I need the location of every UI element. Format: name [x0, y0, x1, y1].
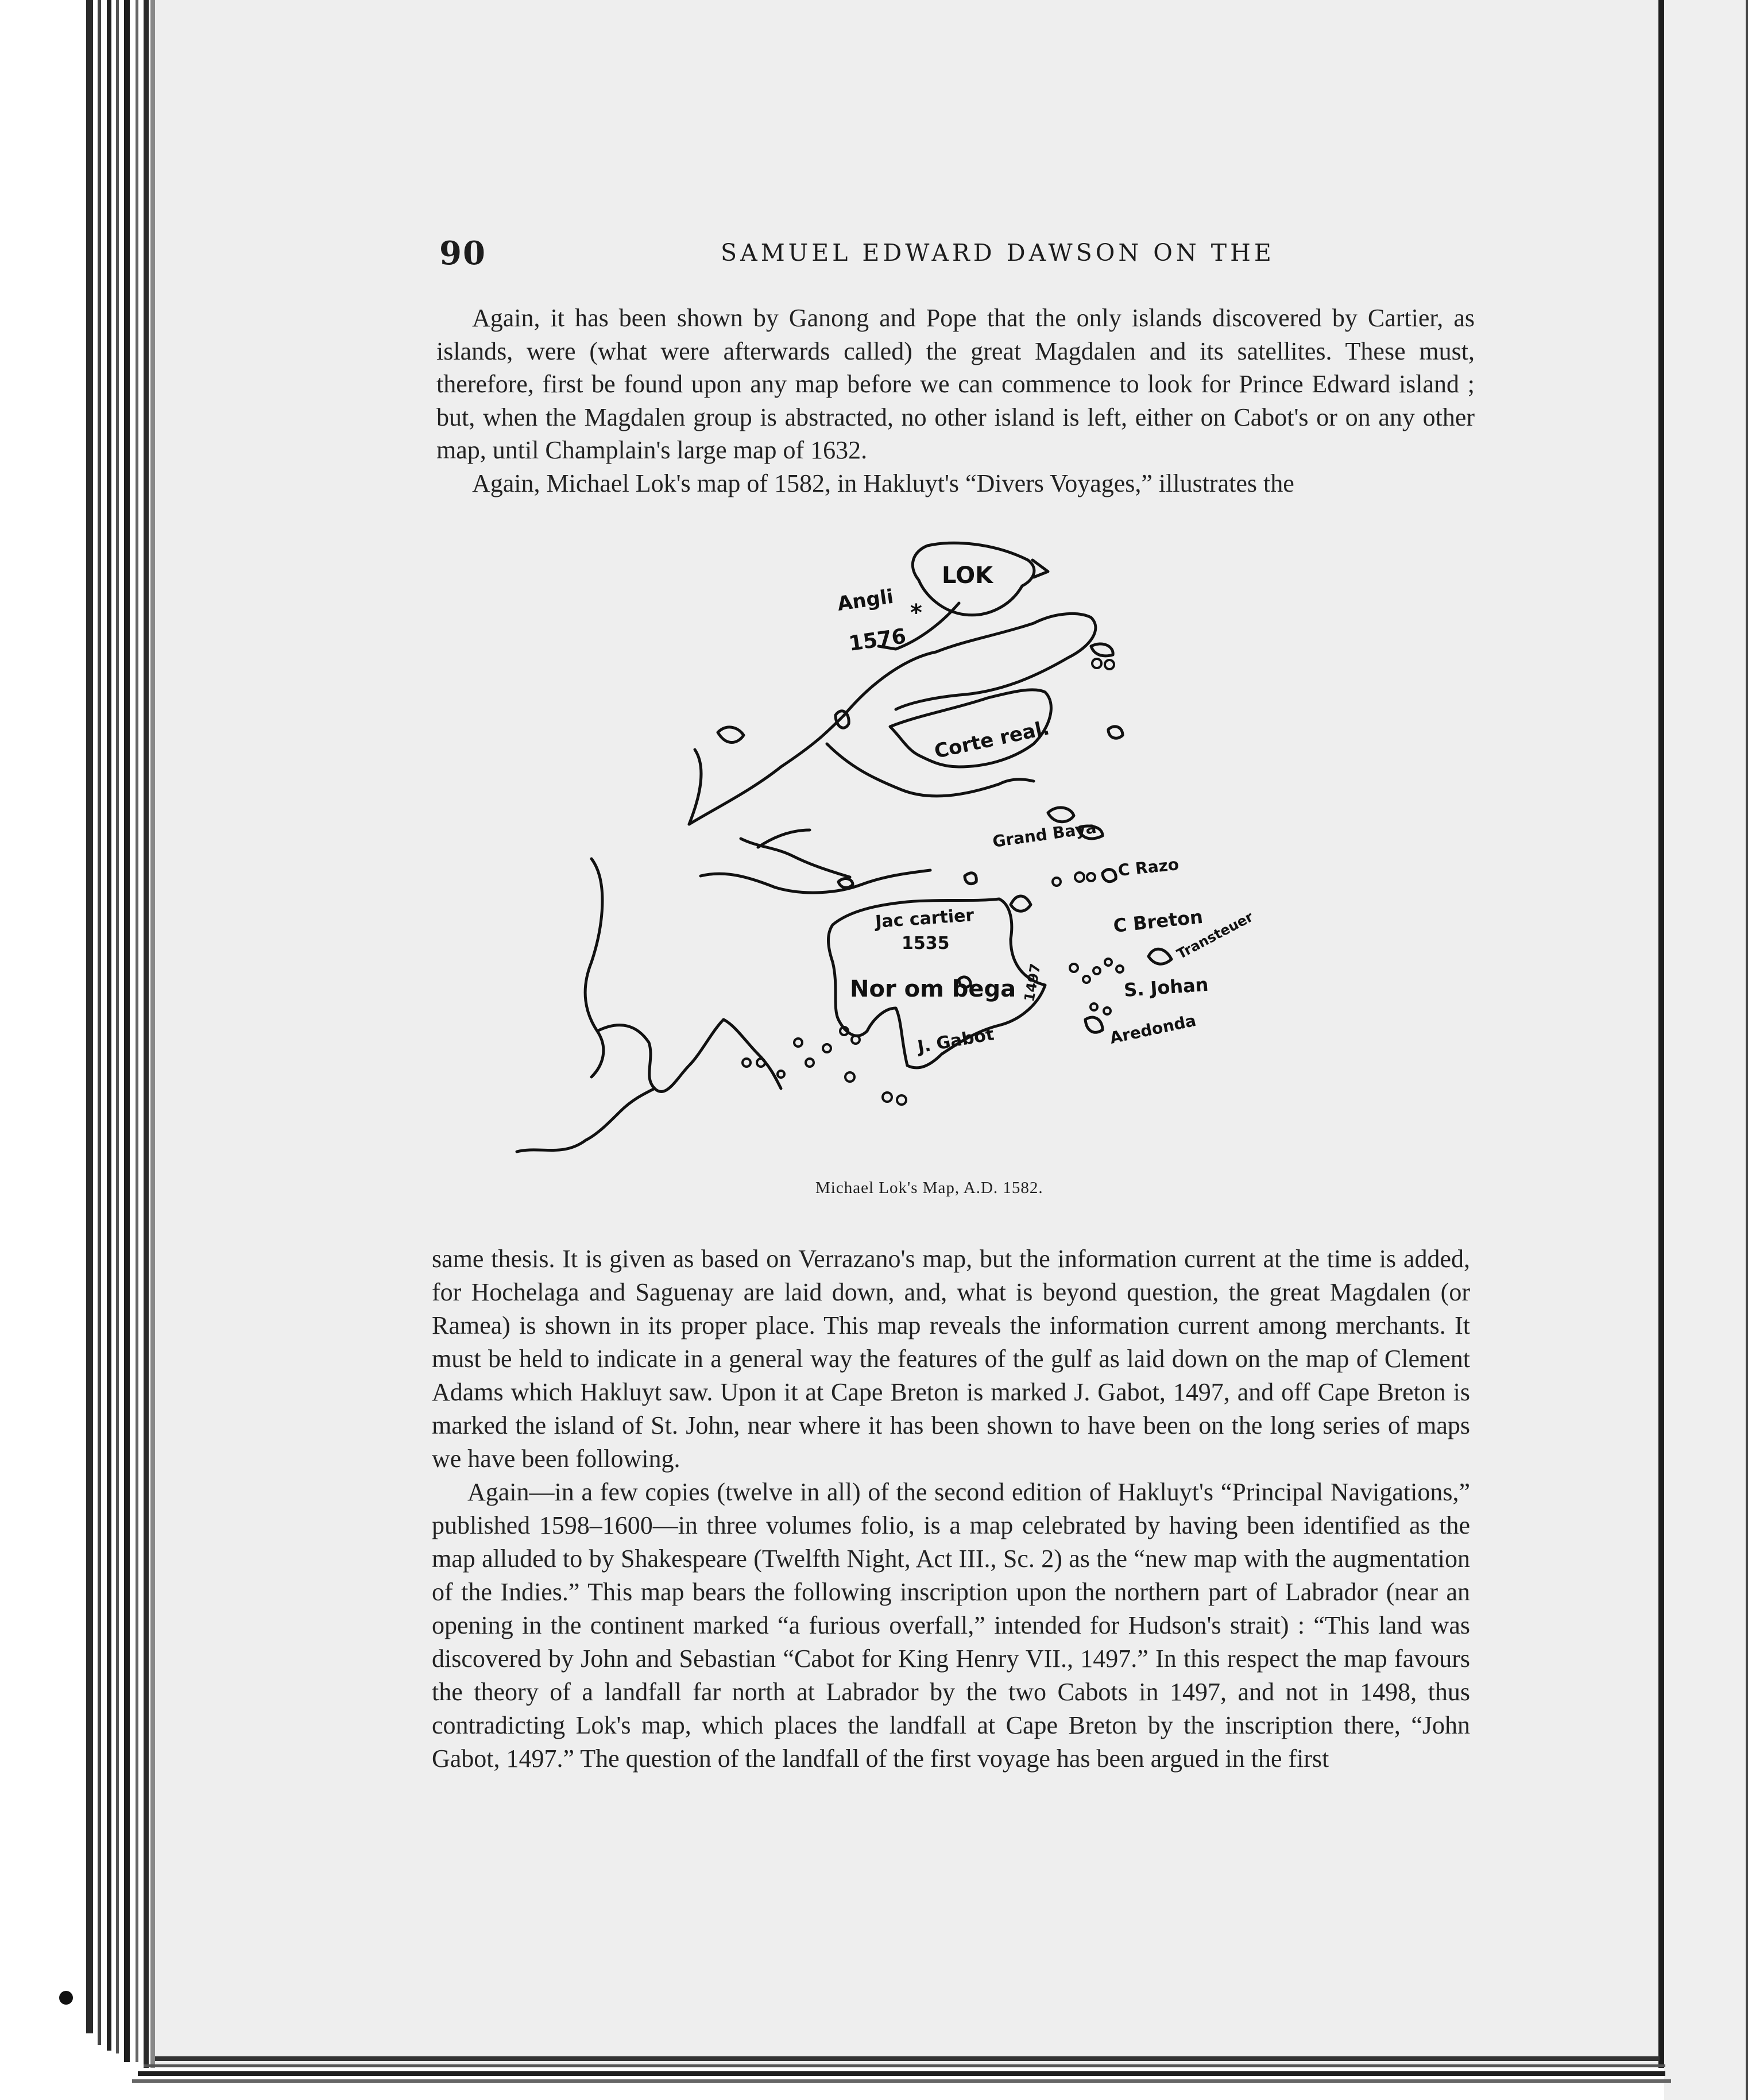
- label-corte-real: Corte real.: [932, 716, 1052, 763]
- map-coast-south: [517, 1088, 655, 1152]
- lok-map-drawing: [505, 526, 1401, 1198]
- map-island-transteuer: [1148, 949, 1171, 964]
- label-s-johan: S. Johan: [1123, 973, 1209, 1001]
- map-coast-west: [585, 859, 724, 1091]
- lok-map-figure: [505, 526, 1401, 1198]
- label-lok: LOK: [942, 562, 993, 589]
- label-cartier-year: 1535: [902, 933, 950, 954]
- body-text-bottom: [432, 1242, 1470, 1775]
- map-island-magdalen: [965, 873, 976, 884]
- label-norombega: Nor om bega: [850, 976, 1016, 1002]
- map-island-small-1: [836, 711, 849, 728]
- label-transteuer: Transteuer: [1174, 908, 1256, 963]
- map-saguenay-river: [741, 830, 850, 877]
- map-island-gulf: [838, 879, 853, 888]
- label-gabot-year: 1497: [1021, 962, 1044, 1003]
- map-st-lawrence: [701, 870, 930, 893]
- body-text-top: [436, 302, 1475, 500]
- running-header: [439, 234, 1473, 275]
- paragraph: Again, Michael Lok's map of 1582, in Hakluyt's “Divers Voyages,” illustrates the: [472, 469, 1294, 497]
- map-coast-southwest: [724, 1020, 781, 1088]
- paragraph: same thesis. It is given as based on Verrazano's map, but the information current at the time is added, for Hochelaga and Saguenay are laid down, and, what is beyond question, the great Magdalen (or Ramea) is shown in its proper place. This map reveals the information current among merchants. It must be held to indicate in a general way the features of the gulf as laid down on the map of Clement Adams which Hakluyt saw. Upon it at Cape Breton is marked J. Gabot, 1497, and off Cape Breton is marked the island of St. John, near where it has been shown to have been on the long series of maps we have been following.: [432, 1245, 1470, 1473]
- label-star: *: [910, 600, 922, 626]
- map-island-nw: [1091, 644, 1113, 656]
- paragraph: Again—in a few copies (twelve in all) of the second edition of Hakluyt's “Principal Navigations,” published 1598–1600—in three volumes folio, is a map celebrated by having been identified as the map alluded to by Shakespeare (Twelfth Night, Act III., Sc. 2) as the “new map with the augmentation of the Indies.” This map bears the following inscription upon the northern part of Labrador (near an opening in the continent marked “a furious overfall,” intended for Hudson's strait) : “This land was discovered by John and Sebastian “Cabot for King Henry VII., 1497.” In this respect the map favours the theory of a landfall far north at Labrador by the two Cabots in 1497, and not in 1498, thus contradicting Lok's map, which places the landfall at Cape Breton by the inscription there, “John Gabot, 1497.” The question of the landfall of the first voyage has been argued in the first: [432, 1478, 1470, 1773]
- map-island-aredonda: [1085, 1017, 1103, 1032]
- map-island-mid: [1011, 896, 1031, 911]
- label-j-gabot: J. Gabot: [916, 1024, 996, 1057]
- label-angli: Angli: [836, 585, 895, 616]
- page-number: 90: [439, 234, 486, 272]
- label-aredonda: Aredonda: [1108, 1010, 1198, 1048]
- right-page-edge: [1658, 0, 1748, 2100]
- running-head-title: SAMUEL EDWARD DAWSON ON THE: [721, 239, 1275, 267]
- map-island-west: [718, 727, 744, 743]
- map-island-grand-baya: [1048, 808, 1074, 822]
- figure-caption: Michael Lok's Map, A.D. 1582.: [815, 1179, 1043, 1197]
- label-c-razo: C Razo: [1117, 855, 1180, 880]
- label-angli-year: 1576: [847, 624, 908, 656]
- label-c-breton: C Breton: [1112, 905, 1204, 937]
- label-grand-baya: Grand Baya: [991, 817, 1098, 851]
- map-island-ne: [1108, 727, 1123, 738]
- label-jac-cartier: Jac cartier: [875, 905, 975, 932]
- paragraph: Again, it has been shown by Ganong and Pope that the only islands discovered by Cartier, as islands, were (what were afterwards called) the great Magdalen and its satellites. These must, therefore, first be found upon any map before we can commence to look for Prince Edward island ; but, when the Magdalen group is abstracted, no other island is left, either on Cabot's or on any other map, until Champlain's large map of 1632.: [436, 304, 1475, 464]
- map-coast-west-upper: [689, 750, 701, 824]
- scan-speck: [59, 1991, 73, 2005]
- map-island-c-razo: [1103, 869, 1116, 881]
